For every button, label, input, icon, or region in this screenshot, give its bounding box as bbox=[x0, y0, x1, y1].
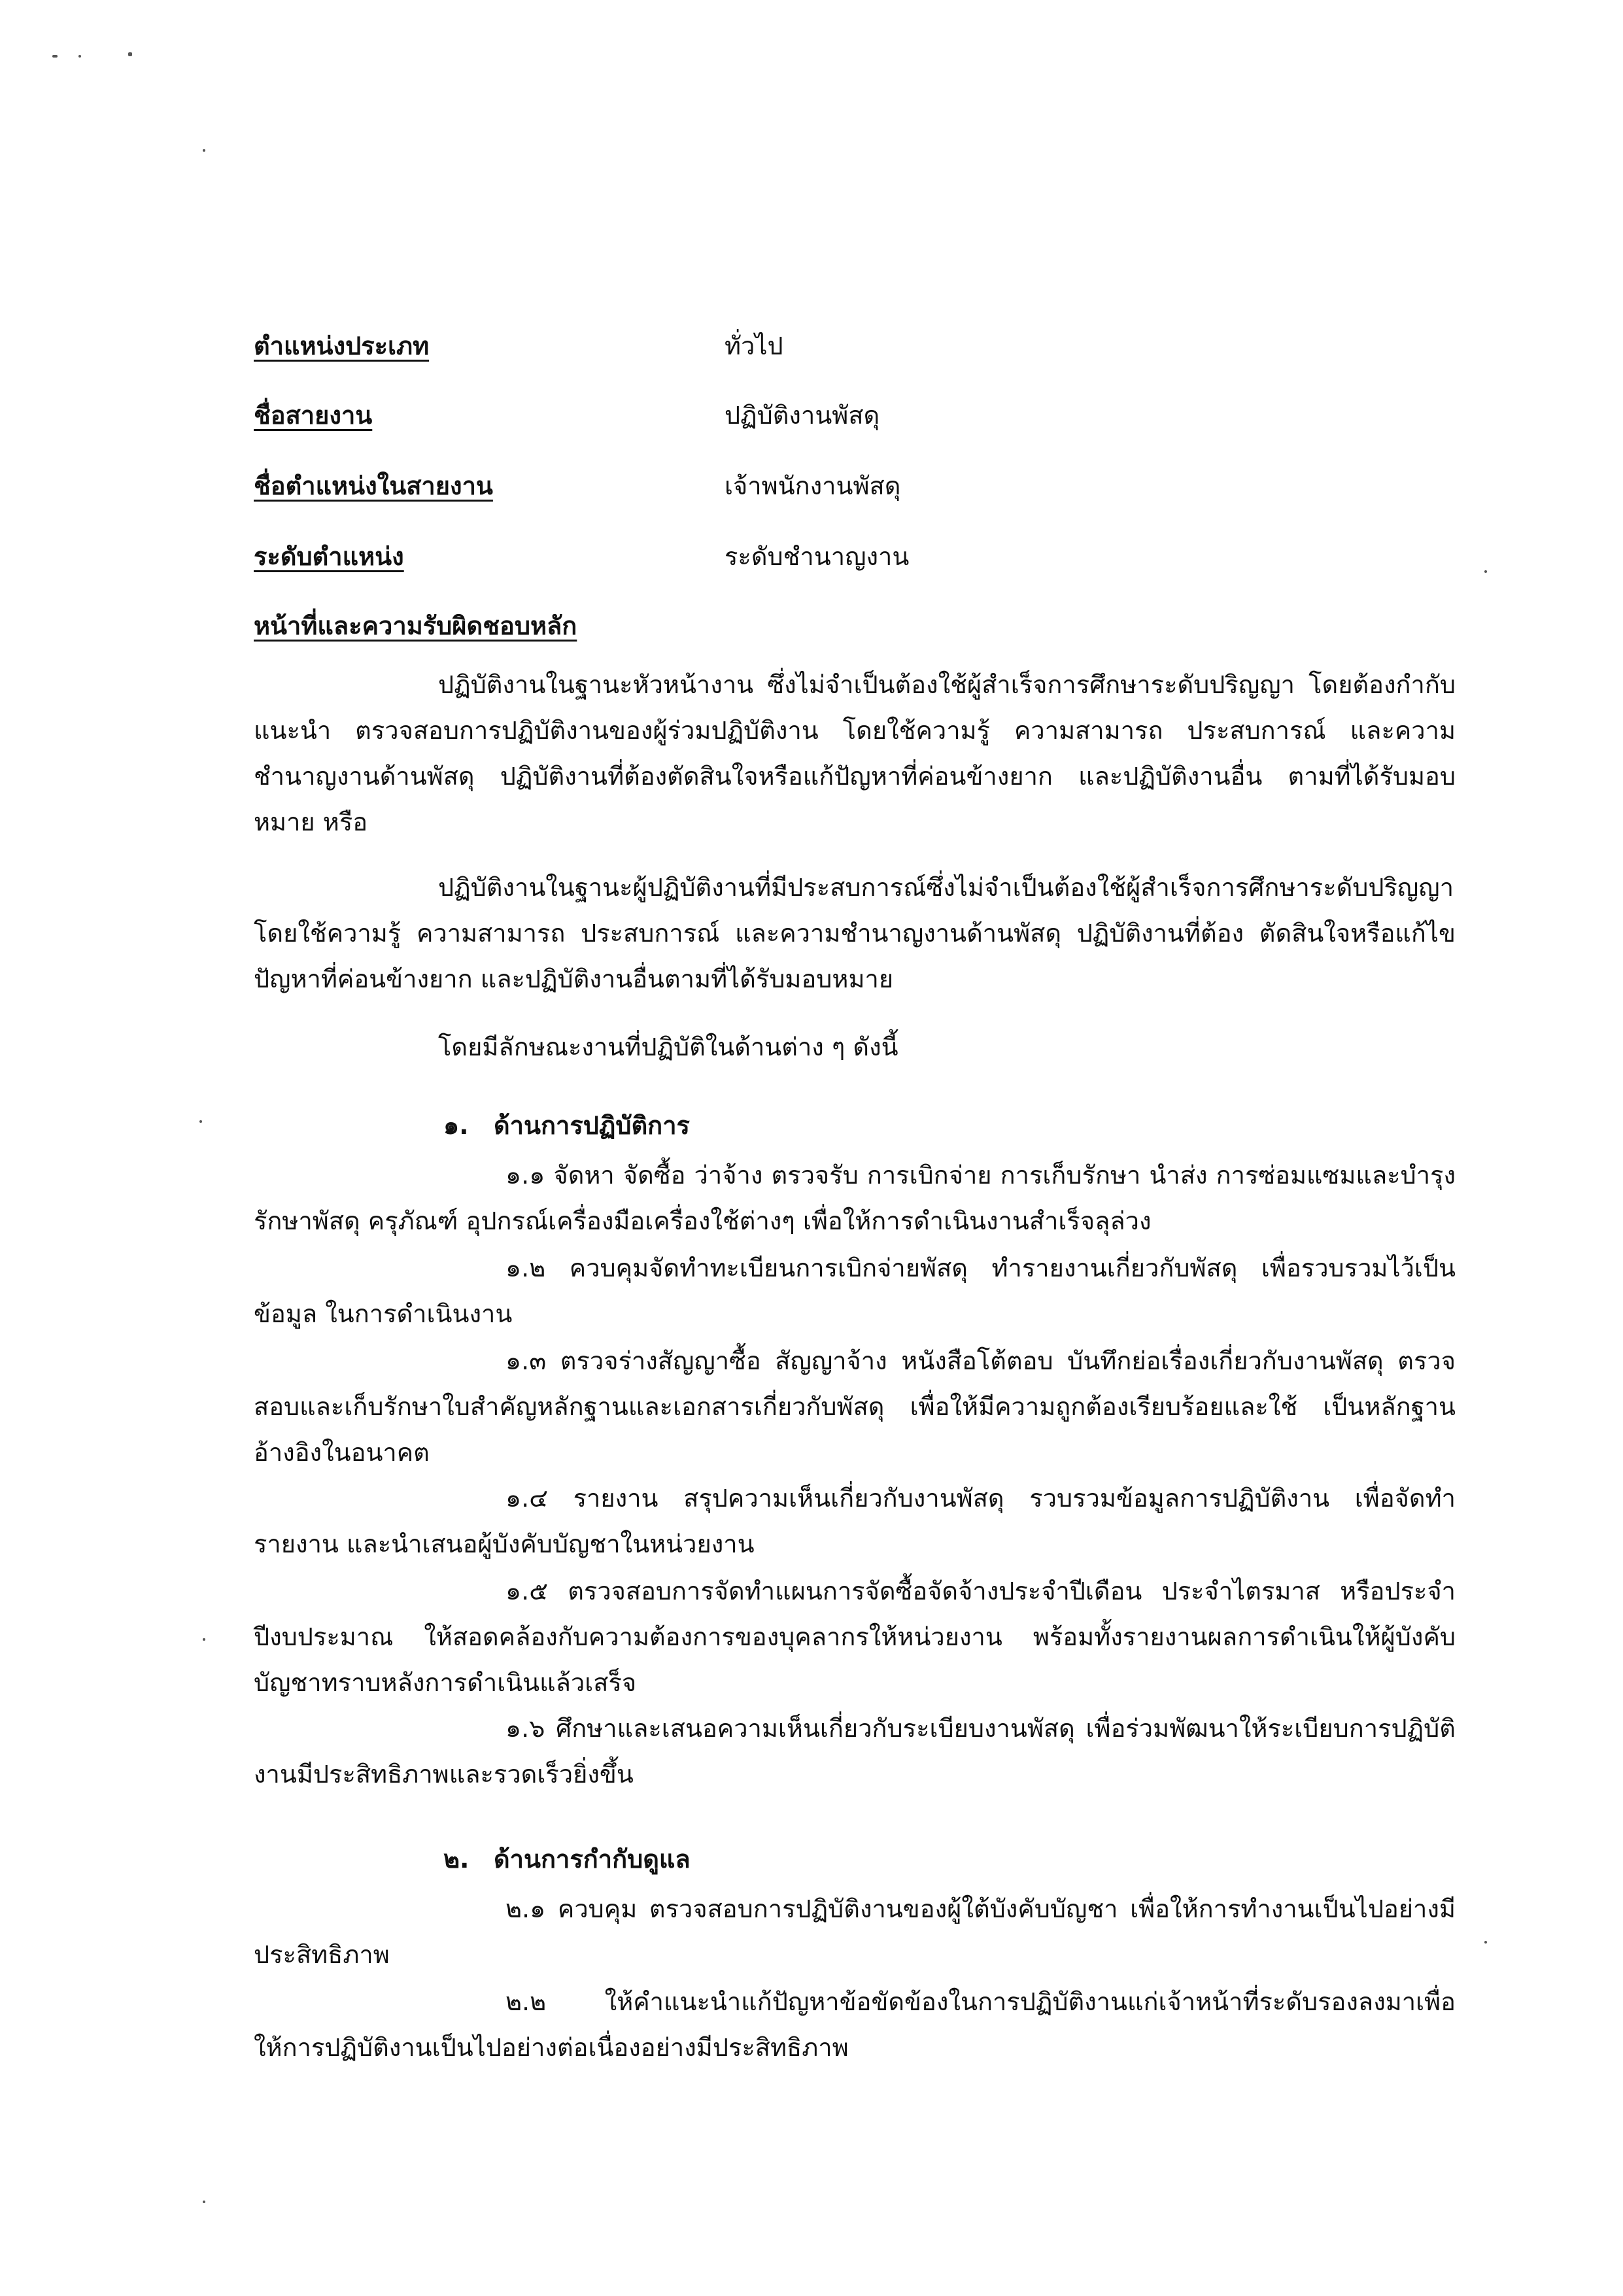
scan-speck bbox=[1484, 570, 1487, 573]
field-value-position-level: ระดับชำนาญงาน bbox=[725, 542, 910, 571]
section-1-item-6: ๑.๖ ศึกษาและเสนอความเห็นเกี่ยวกับระเบียบงานพัสดุ เพื่อร่วมพัฒนาให้ระเบียบการปฏิบัติงานมีประสิทธิภาพและรวดเร็วยิ่งขึ้น bbox=[254, 1714, 1456, 1789]
scan-speck bbox=[78, 55, 81, 58]
scan-speck bbox=[203, 2201, 205, 2203]
field-label-line-of-work: ชื่อสายงาน bbox=[254, 401, 373, 430]
scan-speck bbox=[199, 1120, 202, 1123]
field-value-position-type: ทั่วไป bbox=[725, 332, 783, 360]
section-1-item-3: ๑.๓ ตรวจร่างสัญญาซื้อ สัญญาจ้าง หนังสือโต้ตอบ บันทึกย่อเรื่องเกี่ยวกับงานพัสดุ ตรวจสอบและเก็บรักษาใบสำคัญหลักฐานและเอกสารเกี่ยวกับพัสดุ เพื่อให้มีความถูกต้องเรียบร้อยและใช้ เป็นหลักฐานอ้างอิงในอนาคต bbox=[254, 1346, 1456, 1467]
field-value-line-of-work: ปฏิบัติงานพัสดุ bbox=[725, 401, 880, 430]
section-1-item-5: ๑.๕ ตรวจสอบการจัดทำแผนการจัดซื้อจัดจ้างประจำปีเดือน ประจำไตรมาส หรือประจำปีงบประมาณ ให้สอดคล้องกับความต้องการของบุคลากรให้หน่วยงาน พร้อมทั้งรายงานผลการดำเนินให้ผู้บังคับบัญชาทราบหลังการดำเนินแล้วเสร็จ bbox=[254, 1577, 1456, 1697]
scan-speck bbox=[52, 55, 58, 58]
field-label-position-name: ชื่อตำแหน่งในสายงาน bbox=[254, 471, 493, 500]
intro-paragraph-3: โดยมีลักษณะงานที่ปฏิบัติในด้านต่าง ๆ ดังนี้ bbox=[438, 1033, 898, 1061]
section-title: หน้าที่และความรับผิดชอบหลัก bbox=[254, 611, 577, 640]
section-1-number: ๑. bbox=[443, 1111, 469, 1140]
section-1-item-1: ๑.๑ จัดหา จัดซื้อ ว่าจ้าง ตรวจรับ การเบิกจ่าย การเก็บรักษา นำส่ง การซ่อมแซมและบำรุงรักษาพัสดุ ครุภัณฑ์ อุปกรณ์เครื่องมือเครื่องใช้ต่างๆ เพื่อให้การดำเนินงานสำเร็จลุล่วง bbox=[254, 1161, 1456, 1235]
scan-speck bbox=[203, 1638, 205, 1641]
field-value-position-name: เจ้าพนักงานพัสดุ bbox=[725, 471, 901, 500]
section-2-title: ด้านการกำกับดูแล bbox=[494, 1845, 691, 1874]
section-2-number: ๒. bbox=[443, 1845, 470, 1874]
intro-paragraph-2: ปฏิบัติงานในฐานะผู้ปฏิบัติงานที่มีประสบการณ์ซึ่งไม่จำเป็นต้องใช้ผู้สำเร็จการศึกษาระดับปริญญา โดยใช้ความรู้ ความสามารถ ประสบการณ์ และความชำนาญงานด้านพัสดุ ปฏิบัติงานที่ต้อง ตัดสินใจหรือแก้ไขปัญหาที่ค่อนข้างยาก และปฏิบัติงานอื่นตามที่ได้รับมอบหมาย bbox=[254, 873, 1456, 993]
scan-speck bbox=[128, 52, 132, 56]
scan-speck bbox=[203, 149, 205, 152]
field-label-position-level: ระดับตำแหน่ง bbox=[254, 542, 404, 571]
section-1-item-2: ๑.๒ ควบคุมจัดทำทะเบียนการเบิกจ่ายพัสดุ ทำรายงานเกี่ยวกับพัสดุ เพื่อรวบรวมไว้เป็นข้อมูล ในการดำเนินงาน bbox=[254, 1254, 1456, 1328]
section-1-item-4: ๑.๔ รายงาน สรุปความเห็นเกี่ยวกับงานพัสดุ รวบรวมข้อมูลการปฏิบัติงาน เพื่อจัดทำรายงาน และนำเสนอผู้บังคับบัญชาในหน่วยงาน bbox=[254, 1484, 1456, 1558]
field-label-position-type: ตำแหน่งประเภท bbox=[254, 332, 430, 360]
intro-paragraph-1: ปฏิบัติงานในฐานะหัวหน้างาน ซึ่งไม่จำเป็นต้องใช้ผู้สำเร็จการศึกษาระดับปริญญา โดยต้องกำกับ แนะนำ ตรวจสอบการปฏิบัติงานของผู้ร่วมปฏิบัติงาน โดยใช้ความรู้ ความสามารถ ประสบการณ์ และความชำนาญงานด้านพัสดุ ปฏิบัติงานที่ต้องตัดสินใจหรือแก้ปัญหาที่ค่อนข้างยาก และปฏิบัติงานอื่น ตามที่ได้รับมอบหมาย หรือ bbox=[254, 670, 1456, 836]
section-2-item-2: ๒.๒ ให้คำแนะนำแก้ปัญหาข้อขัดข้องในการปฏิบัติงานแก่เจ้าหน้าที่ระดับรองลงมาเพื่อให้การปฏิบัติงานเป็นไปอย่างต่อเนื่องอย่างมีประสิทธิภาพ bbox=[254, 1987, 1456, 2062]
scan-speck bbox=[1484, 1941, 1487, 1944]
section-1-title: ด้านการปฏิบัติการ bbox=[494, 1111, 690, 1140]
section-2-item-1: ๒.๑ ควบคุม ตรวจสอบการปฏิบัติงานของผู้ใต้บังคับบัญชา เพื่อให้การทำงานเป็นไปอย่างมีประสิทธิภาพ bbox=[254, 1894, 1456, 1969]
